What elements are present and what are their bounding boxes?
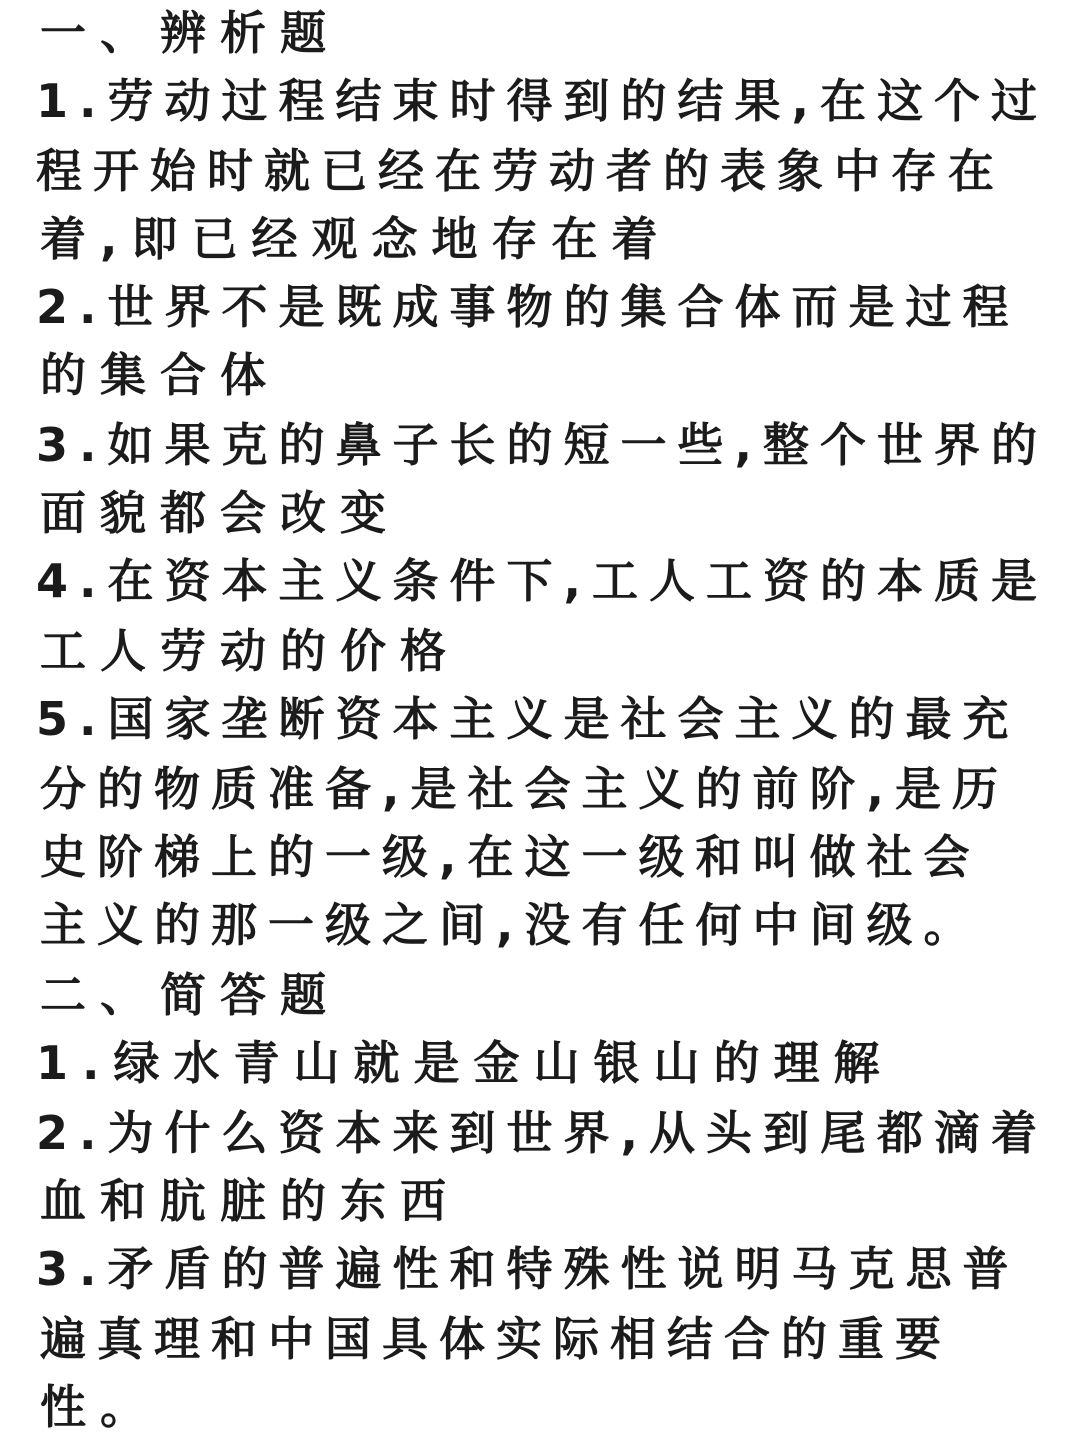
question-2-line-1: 2.世界不是既成事物的集合体而是过程	[36, 280, 1020, 334]
question-5-line-1: 5.国家垄断资本主义是社会主义的最充	[36, 692, 1020, 746]
question-2-line-2: 的集合体	[40, 348, 280, 402]
question-5-line-2: 分的物质准备,是社会主义的前阶,是历	[40, 762, 1009, 816]
question-5-line-3: 史阶梯上的一级,在这一级和叫做社会	[40, 830, 981, 884]
question-1-line-2: 程开始时就已经在劳动者的表象中存在	[36, 144, 1005, 198]
question-4-line-1: 4.在资本主义条件下,工人工资的本质是	[36, 554, 1048, 608]
short-answer-2-line-2: 血和肮脏的东西	[40, 1174, 460, 1228]
short-answer-1-line-1: 1.绿水青山就是金山银山的理解	[36, 1036, 894, 1090]
short-answer-2-line-1: 2.为什么资本来到世界,从头到尾都滴着	[36, 1106, 1048, 1160]
question-3-line-1: 3.如果克的鼻子长的短一些,整个世界的	[36, 418, 1048, 472]
short-answer-3-line-1: 3.矛盾的普遍性和特殊性说明马克思普	[36, 1242, 1020, 1296]
question-1-line-3: 着,即已经观念地存在着	[40, 212, 672, 266]
question-3-line-2: 面貌都会改变	[40, 486, 400, 540]
question-1-line-1: 1.劳动过程结束时得到的结果,在这个过	[36, 74, 1048, 128]
question-4-line-2: 工人劳动的价格	[40, 624, 460, 678]
short-answer-3-line-2: 遍真理和中国具体实际相结合的重要	[40, 1312, 952, 1366]
question-5-line-4: 主义的那一级之间,没有任何中间级。	[40, 898, 981, 952]
short-answer-3-line-3: 性。	[40, 1380, 160, 1434]
section-heading-short-answer: 二、简答题	[40, 968, 340, 1022]
section-heading-analysis: 一、辨析题	[40, 6, 340, 60]
